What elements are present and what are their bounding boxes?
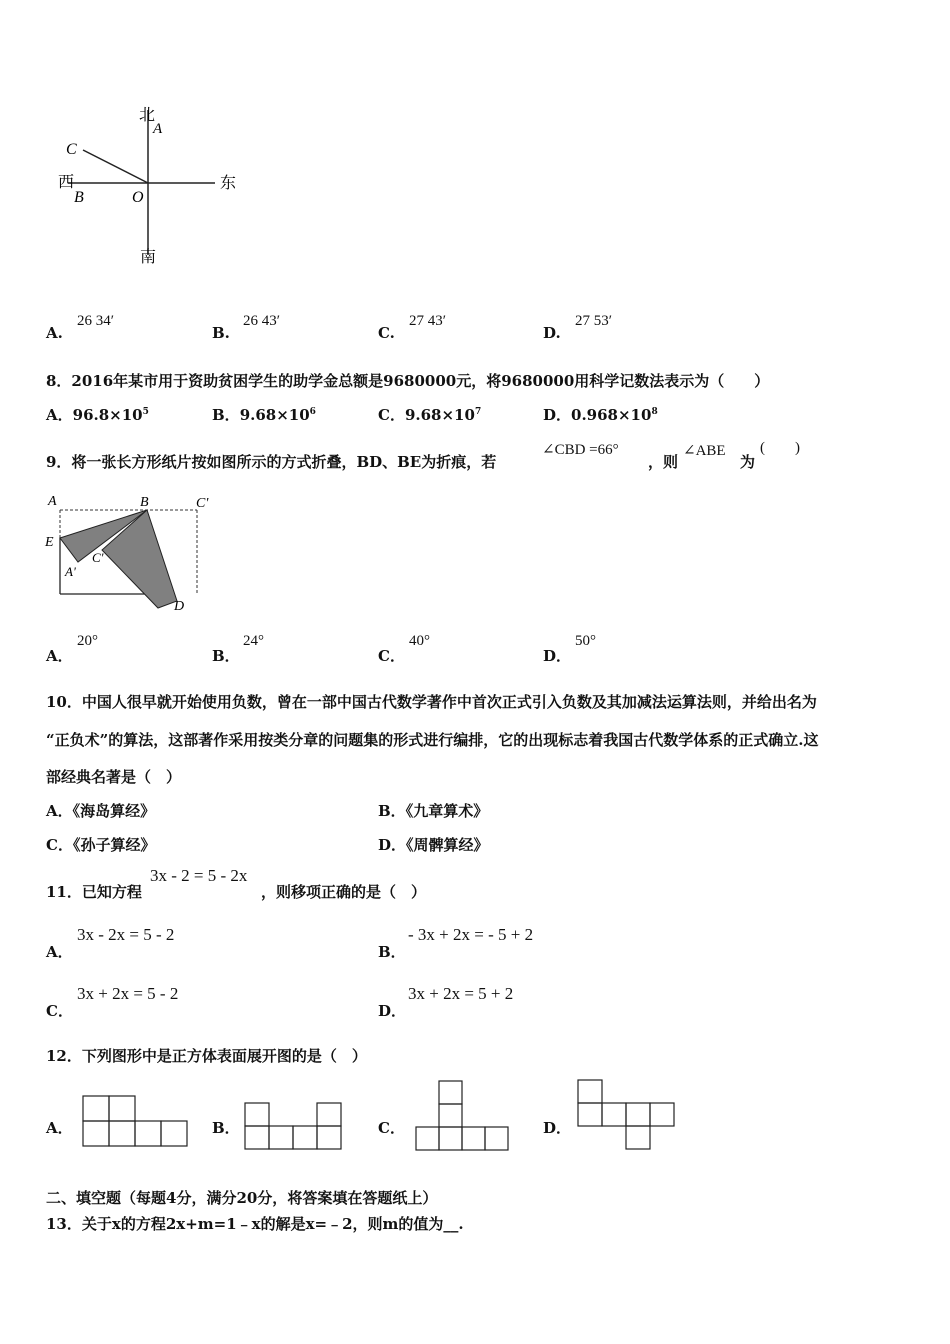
q11-text-a: 11．已知方程 <box>46 883 142 901</box>
q9-option-b-letter: B． <box>212 647 240 665</box>
q8-question: 8．2016年某市用于资助贫困学生的助学金总额是9680000元，将9680000用科学记数法表示为（ ） <box>46 372 770 390</box>
q9-angle-abe: ∠ABE <box>683 443 726 459</box>
q8-option-a: A．$96.8\times 10^5$ <box>46 406 149 424</box>
q10-option-a: A．《海岛算经》 <box>46 802 156 820</box>
q9-option-a-letter: A． <box>46 647 73 665</box>
q7-option-d-letter: D. <box>543 324 561 342</box>
compass-east-label: 东 <box>220 175 237 192</box>
point-o-label: O <box>132 189 144 206</box>
net-figure-b <box>244 1101 344 1151</box>
q11-option-a-letter: A． <box>46 943 73 961</box>
fold-label-d: D <box>174 599 185 614</box>
q10-option-d: D．《周髀算经》 <box>378 836 489 854</box>
q9-option-c-letter: C． <box>378 647 405 665</box>
point-b-label: B <box>74 189 84 206</box>
q9-option-a-value: 20° <box>77 633 98 649</box>
net-figure-a <box>82 1094 188 1148</box>
q9-text-b: ，则 <box>648 453 679 471</box>
q10-line-2: “正负术”的算法，这部著作采用按类分章的问题集的形式进行编排，它的出现标志着我国古代数学体系的正式确立.这 <box>46 731 819 749</box>
q11-text-b: ，则移项正确的是（ ） <box>261 883 427 901</box>
compass-west-label: 西 <box>58 174 75 191</box>
q11-option-c-value: 3x + 2x = 5 - 2 <box>77 984 179 1003</box>
q7-option-a-value: 26 34′ <box>77 313 115 329</box>
q11-option-d-value: 3x + 2x = 5 + 2 <box>408 984 514 1003</box>
net-figure-c <box>414 1080 510 1152</box>
q11-option-a-value: 3x - 2x = 5 - 2 <box>77 925 175 944</box>
q7-option-a-letter: A. <box>46 324 63 342</box>
q9-option-d-value: 50° <box>575 633 596 649</box>
q9-option-b-value: 24° <box>243 633 264 649</box>
q11-option-d-letter: D． <box>378 1002 407 1020</box>
q12-option-b-letter: B． <box>212 1119 240 1137</box>
q11-equation: 3x - 2 = 5 - 2x <box>150 866 248 885</box>
q10-option-c: C．《孙子算经》 <box>46 836 156 854</box>
q12-option-a-letter: A． <box>46 1119 73 1137</box>
q7-option-d-value: 27 53′ <box>575 313 613 329</box>
q10-line-3: 部经典名著是（ ） <box>46 768 182 786</box>
q9-text-c: 为 <box>740 453 756 471</box>
q11-option-c-letter: C． <box>46 1002 73 1020</box>
q12-question: 12．下列图形中是正方体表面展开图的是（ ） <box>46 1047 367 1065</box>
compass-figure <box>50 100 250 270</box>
q7-option-b-letter: B. <box>212 324 230 342</box>
q8-option-d: D．$0.968\times 10^8$ <box>543 406 658 424</box>
compass-north-label: 北 <box>139 107 156 124</box>
net-figure-d <box>576 1078 676 1153</box>
q9-option-c-value: 40° <box>409 633 430 649</box>
q12-option-c-letter: C． <box>378 1119 405 1137</box>
point-a-label: A <box>153 121 163 137</box>
point-c-label: C <box>66 141 77 158</box>
q10-line-1: 10．中国人很早就开始使用负数，曾在一部中国古代数学著作中首次正式引入负数及其加减法运算法则，并给出名为 <box>46 693 817 711</box>
q13-question: 13．关于x的方程2x+m=1﹣x的解是x=﹣2，则m的值为__. <box>46 1215 464 1233</box>
fold-label-c-prime: C' <box>92 550 104 565</box>
fold-label-a-prime: A' <box>65 564 76 579</box>
compass-south-label: 南 <box>140 249 157 266</box>
q7-option-c-value: 27 43′ <box>409 313 447 329</box>
fold-label-e: E <box>45 535 54 550</box>
fold-label-c: C' <box>196 496 209 511</box>
q7-option-b-value: 26 43′ <box>243 313 281 329</box>
q11-option-b-value: - 3x + 2x = - 5 + 2 <box>408 925 534 944</box>
q8-option-b: B．$9.68\times 10^6$ <box>212 406 316 424</box>
q7-option-c-letter: C. <box>378 324 395 342</box>
fold-label-b: B <box>140 495 149 510</box>
q9-paren: ( ) <box>760 440 800 456</box>
fold-label-a: A <box>48 494 57 509</box>
q9-option-d-letter: D． <box>543 647 572 665</box>
q10-option-b: B．《九章算术》 <box>378 802 489 820</box>
section-2-heading: 二、填空题（每题4分，满分20分，将答案填在答题纸上） <box>46 1189 438 1207</box>
q9-angle-cbd: ∠CBD =66° <box>542 442 619 458</box>
q12-option-d-letter: D． <box>543 1119 572 1137</box>
q8-option-c: C．$9.68\times 10^7$ <box>378 406 482 424</box>
q11-option-b-letter: B． <box>378 943 406 961</box>
fold-figure <box>40 490 230 620</box>
q9-text-a: 9．将一张长方形纸片按如图所示的方式折叠，BD、BE为折痕，若 <box>46 453 497 471</box>
